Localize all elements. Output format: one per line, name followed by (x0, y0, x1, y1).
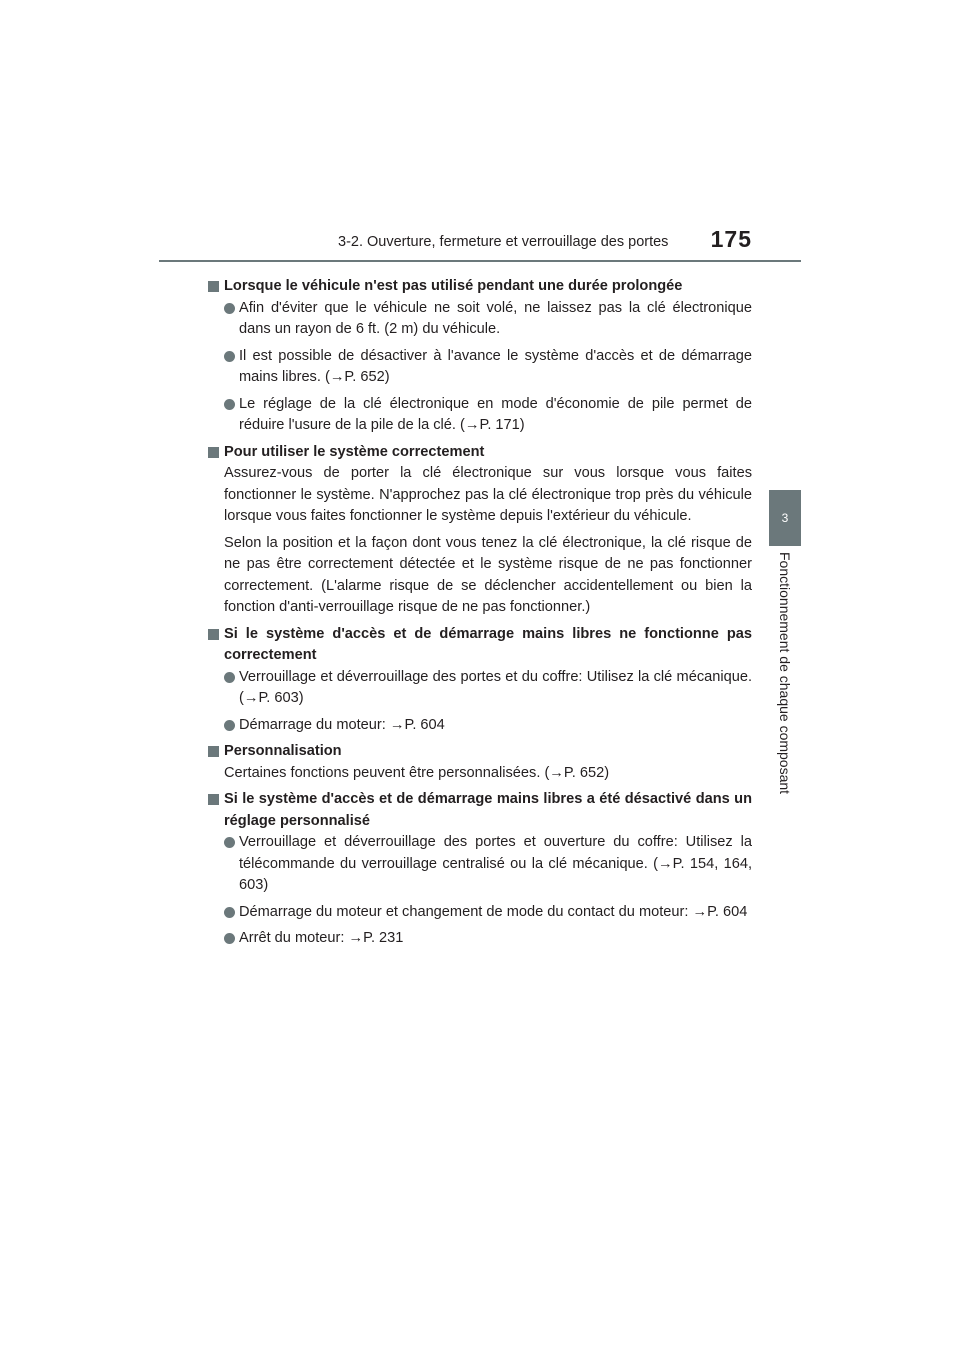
chapter-title: Fonctionnement de chaque composant (777, 552, 793, 795)
paragraph: Certaines fonctions peuvent être personnalisées. (→P. 652) (224, 764, 610, 781)
round-bullet-icon (224, 907, 235, 918)
square-bullet-icon (208, 794, 219, 805)
square-bullet-icon (208, 281, 219, 292)
header-divider (159, 260, 801, 262)
paragraph: Assurez-vous de porter la clé électronique sur vous lorsque vous faites fonctionner le système. N'approchez pas la clé électronique trop près du véhicule lorsque vous faites fonctionner le système depuis l'extérieur du véhicule. (224, 465, 752, 524)
chapter-number-tab (769, 490, 801, 546)
round-bullet-icon (224, 399, 235, 410)
list-item: Afin d'éviter que le véhicule ne soit volé, ne laissez pas la clé électronique dans un rayon de 6 ft. (2 m) du véhicule. (224, 298, 752, 341)
round-bullet-icon (224, 837, 235, 848)
list-item: Verrouillage et déverrouillage des portes et ouverture du coffre: Utilisez la télécommande du verrouillage centralisé ou la clé mécanique. (→P. 154, 164, 603) (224, 832, 752, 897)
round-bullet-icon (224, 933, 235, 944)
round-bullet-icon (224, 672, 235, 683)
list-item: Démarrage du moteur: →P. 604 (224, 715, 752, 737)
list-item: Verrouillage et déverrouillage des portes et du coffre: Utilisez la clé mécanique. (→P. 603) (224, 667, 752, 710)
list-item: Le réglage de la clé électronique en mode d'économie de pile permet de réduire l'usure de la pile de la clé. (→P. 171) (224, 394, 752, 437)
section-title: Pour utiliser le système correctement (224, 443, 485, 460)
round-bullet-icon (224, 351, 235, 362)
header-section-title: 3-2. Ouverture, fermeture et verrouillage des portes (338, 234, 669, 250)
square-bullet-icon (208, 746, 219, 757)
paragraph: Selon la position et la façon dont vous tenez la clé électronique, la clé risque de ne pas être correctement détectée et le système risque de ne pas fonctionner correctement. (L'alarme risque de se déclencher accidentellement ou bien la fonction d'anti-verrouillage risque de ne pas fonctionner.) (224, 534, 752, 615)
list-item: Démarrage du moteur et changement de mode du contact du moteur: →P. 604 (224, 902, 752, 924)
square-bullet-icon (208, 447, 219, 458)
section-title: Si le système d'accès et de démarrage mains libres a été désactivé dans un réglage personnalisé (224, 791, 752, 829)
section-correct-use (208, 442, 752, 619)
round-bullet-icon (224, 303, 235, 314)
section-title: Si le système d'accès et de démarrage mains libres ne fonctionne pas correctement (224, 625, 752, 663)
section-deactivated (208, 789, 752, 950)
square-bullet-icon (208, 629, 219, 640)
page-number: 175 (710, 226, 752, 252)
section-customization (208, 741, 752, 784)
chapter-title-area (769, 552, 801, 814)
round-bullet-icon (224, 720, 235, 731)
list-item: Arrêt du moteur: →P. 231 (224, 928, 752, 950)
section-malfunction (208, 624, 752, 737)
section-title: Lorsque le véhicule n'est pas utilisé pendant une durée prolongée (224, 278, 683, 294)
section-title: Personnalisation (224, 743, 342, 759)
page-content (208, 276, 752, 955)
section-long-term-storage (208, 276, 752, 437)
list-item: Il est possible de désactiver à l'avance le système d'accès et de démarrage mains libres. (→P. 652) (224, 346, 752, 389)
chapter-number: 3 (781, 511, 789, 525)
